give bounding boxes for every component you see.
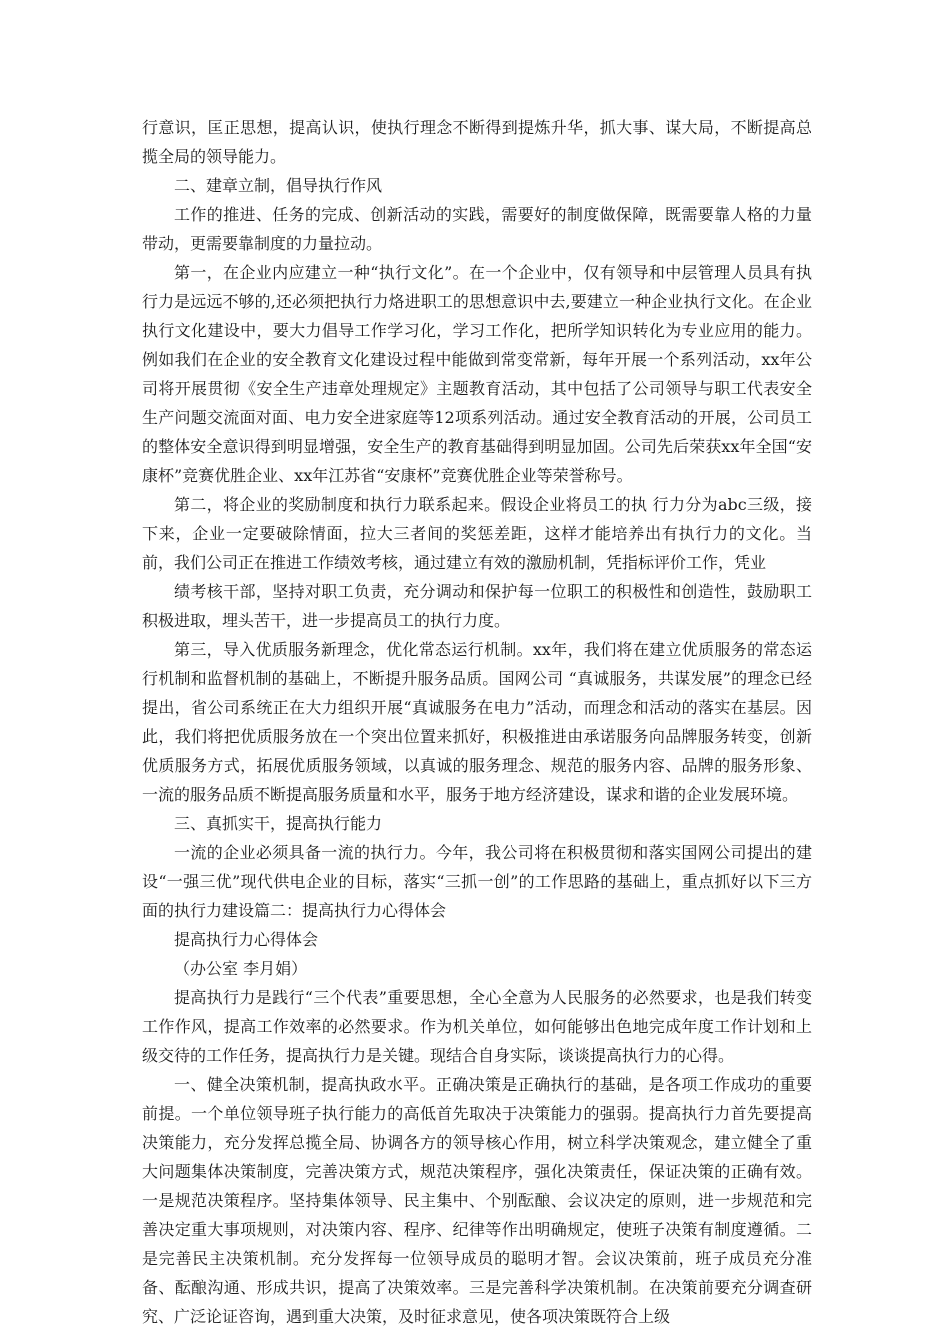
paragraph: 提高执行力是践行“三个代表”重要思想，全心全意为人民服务的必然要求，也是我们转变工作作风，提高工作效率的必然要求。作为机关单位，如何能够出色地完成年度工作计划和上级交待的工作任务，提高执行力是关键。现结合自身实际，谈谈提高执行力的心得。 <box>142 988 812 1065</box>
document-body <box>142 113 812 1331</box>
article-author: （办公室 李月娟） <box>174 959 308 978</box>
paragraph: 行意识，匡正思想，提高认识，使执行理念不断得到提炼升华，抓大事、谋大局，不断提高总揽全局的领导能力。 <box>142 118 812 166</box>
paragraph: 第一，在企业内应建立一种“执行文化”。在一个企业中，仅有领导和中层管理人员具有执行力是远远不够的,还必须把执行力烙进职工的思想意识中去,要建立一种企业执行文化。在企业执行文化建设中，要大力倡导工作学习化，学习工作化，把所学知识转化为专业应用的能力。例如我们在企业的安全教育文化建设过程中能做到常变常新，每年开展一个系列活动，xx年公司将开展贯彻《安全生产违章处理规定》主题教育活动，其中包括了公司领导与职工代表安全生产问题交流面对面、电力安全进家庭等12项系列活动。通过安全教育活动的开展，公司员工的整体安全意识得到明显增强，安全生产的教育基础得到明显加固。公司先后荣获xx年全国“安康杯”竞赛优胜企业、xx年江苏省“安康杯”竞赛优胜企业等荣誉称号。 <box>142 263 812 485</box>
article-title: 提高执行力心得体会 <box>174 930 319 949</box>
paragraph: 第三，导入优质服务新理念，优化常态运行机制。xx年，我们将在建立优质服务的常态运行机制和监督机制的基础上，不断提升服务品质。国网公司 “真诚服务，共谋发展”的理念已经提出，省公司系统正在大力组织开展“真诚服务在电力”活动，而理念和活动的落实在基层。因此，我们将把优质服务放在一个突出位置来抓好，积极推进由承诺服务向品牌服务转变，创新优质服务方式，拓展优质服务领域，以真诚的服务理念、规范的服务内容、品牌的服务形象、一流的服务品质不断提高服务质量和水平，服务于地方经济建设，谋求和谐的企业发展环境。 <box>142 640 812 804</box>
paragraph: 第二，将企业的奖励制度和执行力联系起来。假设企业将员工的执 行力分为abc三级，接下来，企业一定要破除情面，拉大三者间的奖惩差距，这样才能培养出有执行力的文化。当前，我们公司正在推进工作绩效考核，通过建立有效的激励机制，凭指标评价工作，凭业 <box>142 495 812 572</box>
paragraph: 工作的推进、任务的完成、创新活动的实践，需要好的制度做保障，既需要靠人格的力量带动，更需要靠制度的力量拉动。 <box>142 205 812 253</box>
section-heading: 三、真抓实干，提高执行能力 <box>174 814 383 833</box>
paragraph: 一、健全决策机制，提高执政水平。正确决策是正确执行的基础，是各项工作成功的重要前提。一个单位领导班子执行能力的高低首先取决于决策能力的强弱。提高执行力首先要提高决策能力，充分发挥总揽全局、协调各方的领导核心作用，树立科学决策观念，建立健全了重大问题集体决策制度，完善决策方式，规范决策程序，强化决策责任，保证决策的正确有效。一是规范决策程序。坚持集体领导、民主集中、个别酝酿、会议决定的原则，进一步规范和完善决定重大事项规则，对决策内容、程序、纪律等作出明确规定，使班子决策有制度遵循。二是完善民主决策机制。充分发挥每一位领导成员的聪明才智。会议决策前，班子成员充分准备、酝酿沟通、形成共识，提高了决策效率。三是完善科学决策机制。在决策前要充分调查研究、广泛论证咨询，遇到重大决策，及时征求意见，使各项决策既符合上级 <box>142 1075 812 1326</box>
paragraph: 一流的企业必须具备一流的执行力。今年，我公司将在积极贯彻和落实国网公司提出的建设“一强三优”现代供电企业的目标，落实“三抓一创”的工作思路的基础上，重点抓好以下三方面的执行力建设篇二：提高执行力心得体会 <box>142 843 812 920</box>
paragraph: 绩考核干部，坚持对职工负责，充分调动和保护每一位职工的积极性和创造性，鼓励职工积极进取，埋头苦干，进一步提高员工的执行力度。 <box>142 582 812 630</box>
section-heading: 二、建章立制，倡导执行作风 <box>174 176 383 195</box>
